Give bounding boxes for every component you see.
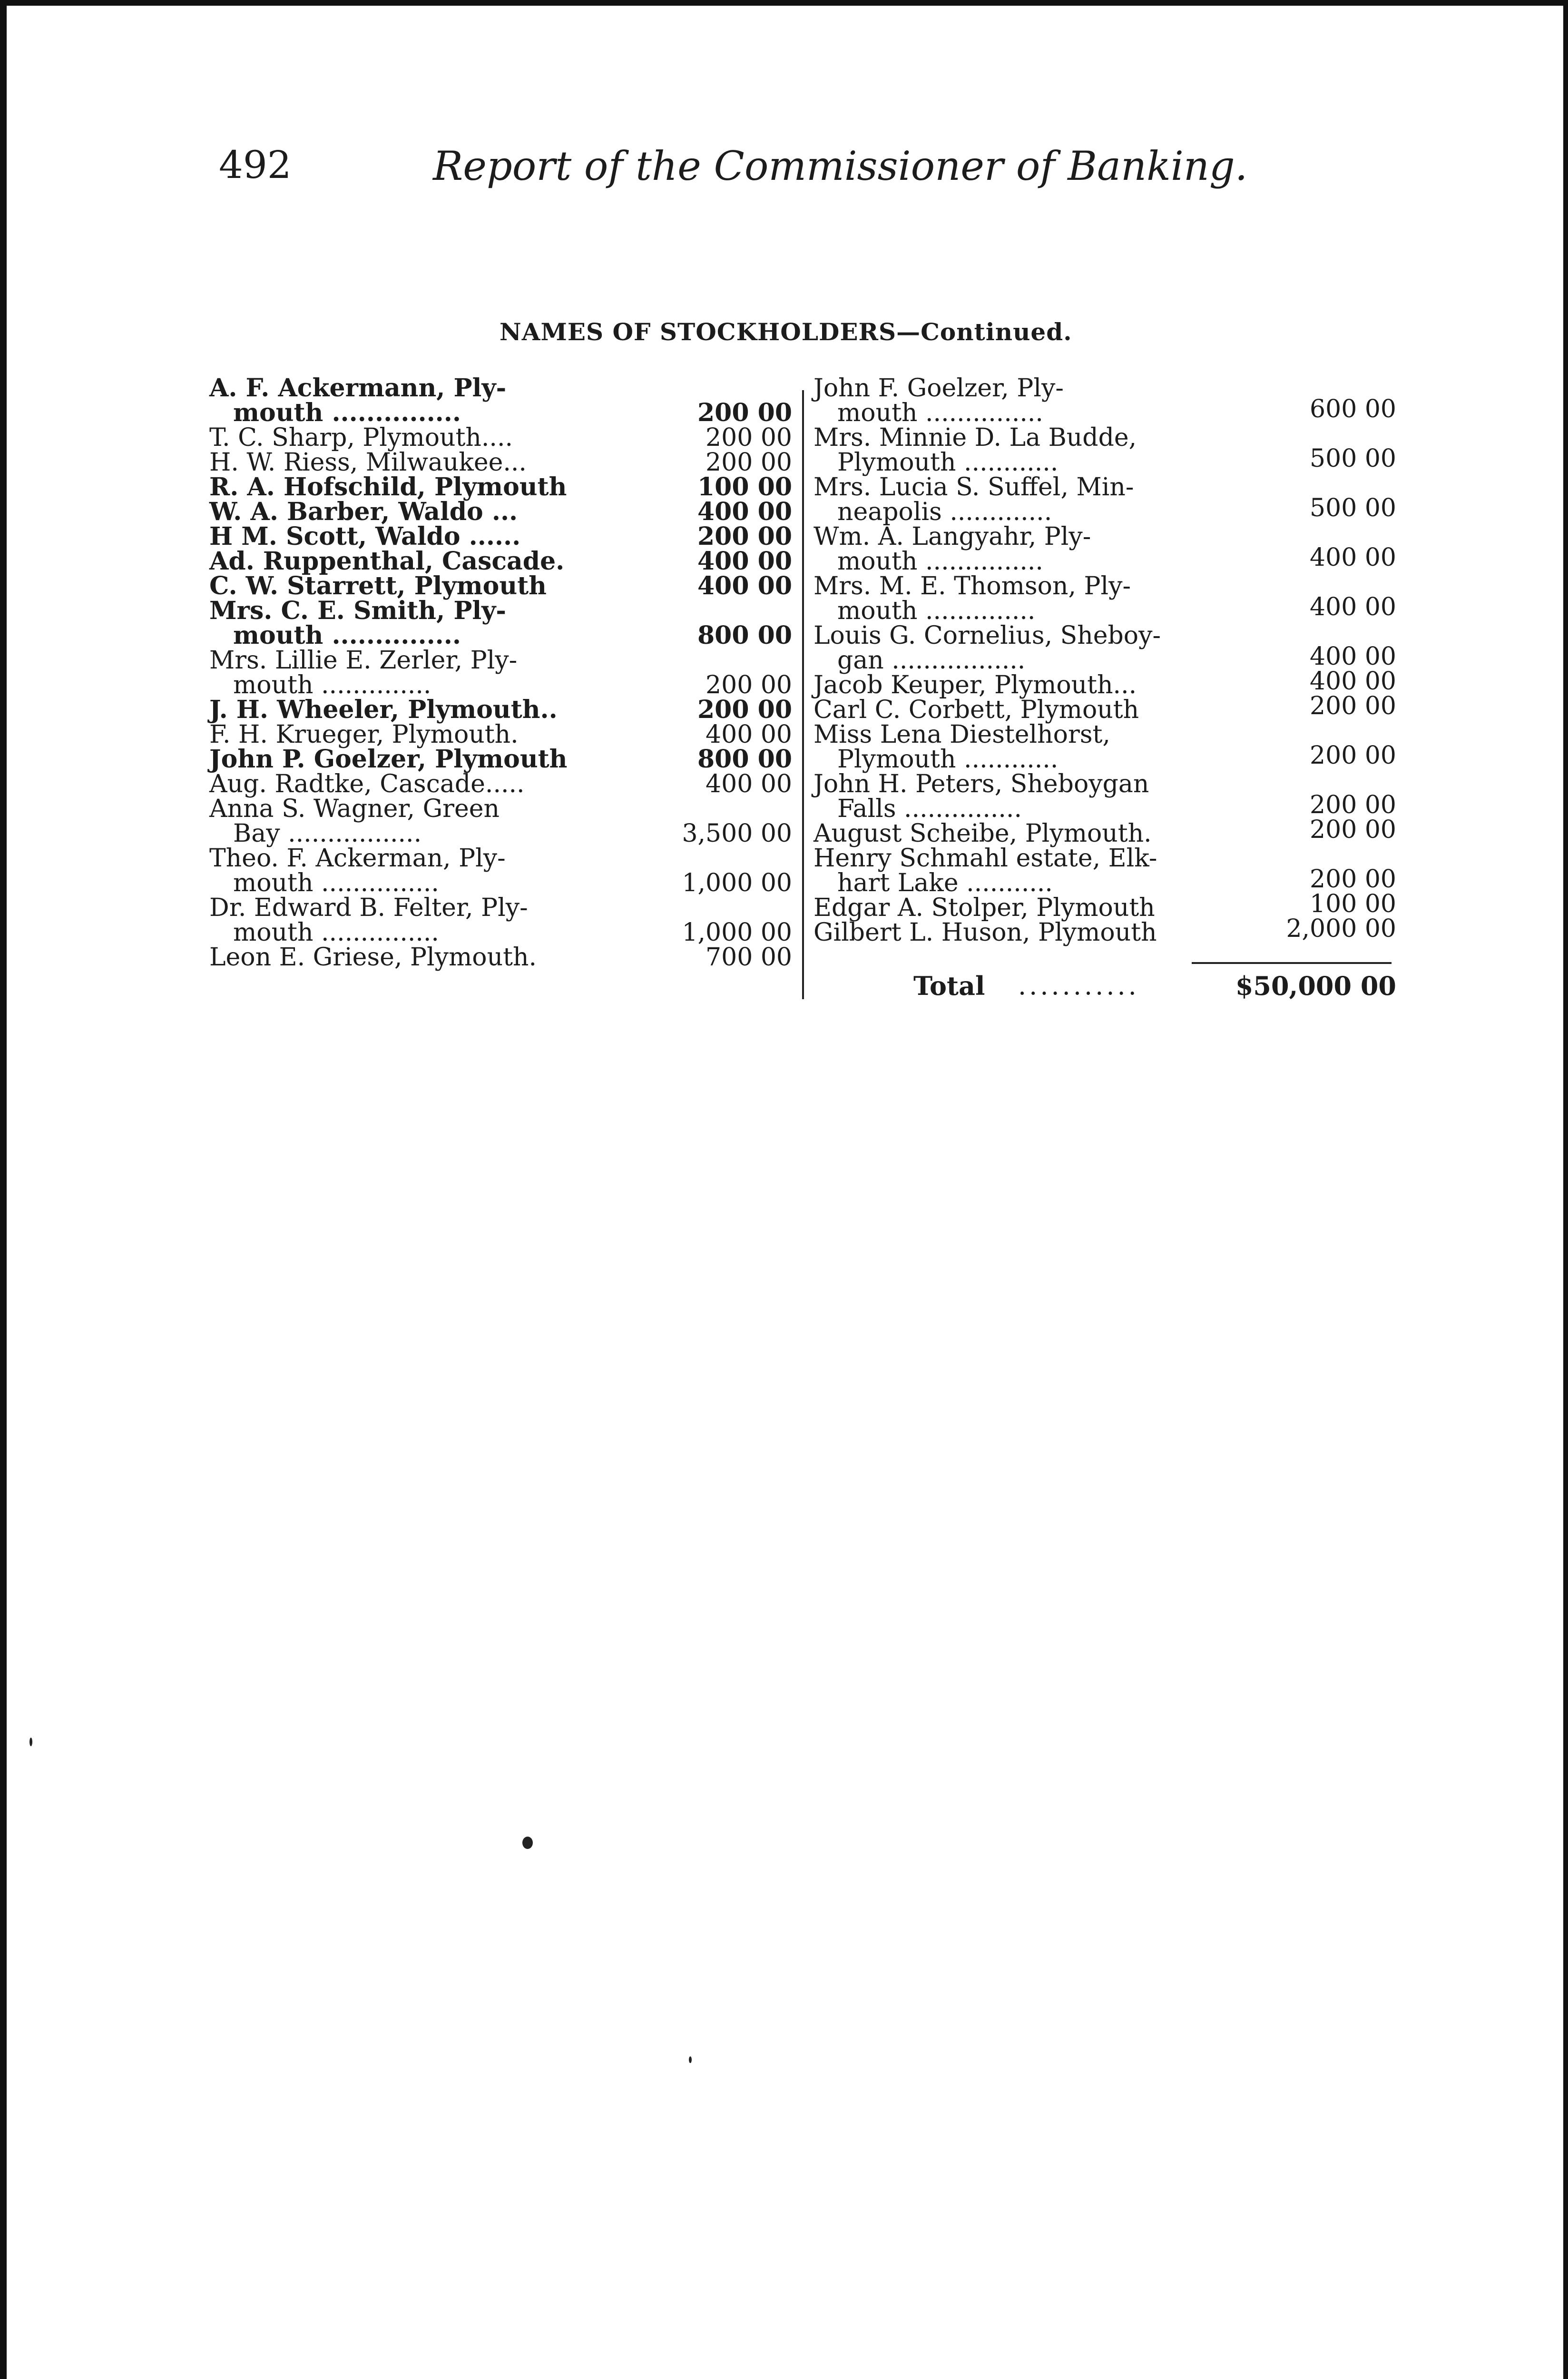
stockholder-name: H. W. Riess, Milwaukee... (209, 448, 527, 477)
stock-amount: 200 00 (1310, 791, 1396, 819)
column-divider (802, 390, 804, 999)
stock-amount: 800 00 (697, 745, 792, 774)
stock-amount: 600 00 (1310, 395, 1396, 423)
stockholder-name: Jacob Keuper, Plymouth... (813, 671, 1137, 699)
stock-amount: 2,000 00 (1286, 914, 1396, 943)
stockholder-name: Edgar A. Stolper, Plymouth (813, 894, 1155, 922)
scan-border-right (1563, 0, 1568, 2379)
stock-amount: 400 00 (697, 547, 792, 576)
stockholder-name-continuation: mouth ............... (233, 398, 461, 427)
print-speck (29, 1738, 32, 1746)
section-title: NAMES OF STOCKHOLDERS—Continued. (500, 318, 1072, 346)
stockholder-entry (209, 571, 792, 600)
stockholder-entry (813, 574, 1396, 623)
stock-amount: 200 00 (1310, 692, 1396, 720)
stock-amount: 3,500 00 (682, 819, 792, 848)
stockholder-name-continuation: Bay ................. (233, 819, 422, 848)
stock-amount: 400 00 (1310, 667, 1396, 696)
stock-amount: 200 00 (697, 695, 792, 724)
stock-amount: 200 00 (1310, 741, 1396, 770)
stockholder-name: Mrs. Lucia S. Suffel, Min- (813, 473, 1134, 501)
scan-border-left (0, 0, 7, 2379)
stockholder-entry (813, 524, 1396, 574)
stock-amount: 400 00 (697, 571, 792, 600)
stockholder-name: Wm. A. Langyahr, Ply- (813, 522, 1091, 551)
stock-amount: 500 00 (1310, 444, 1396, 473)
stockholder-entry (209, 648, 792, 698)
stock-amount: 400 00 (706, 770, 792, 798)
total-label: Total (913, 971, 985, 1001)
stockholder-entry (813, 475, 1396, 524)
stock-amount: 1,000 00 (682, 918, 792, 947)
stockholder-entry (209, 472, 792, 501)
stockholder-name-continuation: gan ................. (837, 646, 1026, 675)
running-title: Report of the Commissioner of Banking. (433, 143, 1248, 189)
stock-amount: 800 00 (697, 621, 792, 650)
stockholder-entry (209, 549, 792, 574)
stock-amount: 200 00 (1310, 865, 1396, 894)
stockholder-entry (813, 623, 1396, 673)
stockholder-entry (813, 722, 1396, 772)
stockholders-left-column (209, 376, 792, 970)
stockholder-name: Henry Schmahl estate, Elk- (813, 844, 1157, 873)
stockholder-entry (209, 425, 792, 450)
stock-amount: 200 00 (697, 522, 792, 551)
stockholder-name-continuation: mouth .............. (233, 671, 431, 699)
stockholder-name: Dr. Edward B. Felter, Ply- (209, 894, 528, 922)
stock-amount: 400 00 (706, 720, 792, 749)
stockholder-name-continuation: hart Lake ........... (837, 869, 1053, 897)
stockholder-entry (209, 450, 792, 475)
stockholder-name: C. W. Starrett, Plymouth (209, 571, 547, 600)
stockholder-entry (813, 692, 1396, 724)
stock-amount: 400 00 (1310, 543, 1396, 572)
stock-amount: 100 00 (1310, 890, 1396, 918)
stockholder-name: T. C. Sharp, Plymouth.... (209, 423, 513, 452)
stockholder-name-continuation: mouth ............... (233, 621, 461, 650)
stockholder-name-continuation: Plymouth ............ (837, 745, 1058, 774)
stockholder-name: Anna S. Wagner, Green (209, 795, 500, 823)
stockholder-name-continuation: Falls ............... (837, 795, 1022, 823)
stockholder-name-continuation: mouth ............... (233, 869, 439, 897)
stockholder-entry (209, 747, 792, 772)
stockholder-entry (209, 772, 792, 796)
stockholder-name-continuation: neapolis ............. (837, 498, 1052, 526)
stockholder-name: W. A. Barber, Waldo ... (209, 497, 518, 526)
stockholder-name-continuation: mouth ............... (837, 399, 1043, 427)
stock-amount: 200 00 (1310, 816, 1396, 844)
print-speck (689, 2056, 692, 2063)
stockholder-entry (209, 497, 792, 526)
stock-amount: 200 00 (706, 671, 792, 699)
stockholder-name-continuation: Plymouth ............ (837, 448, 1058, 477)
stock-amount: 200 00 (706, 423, 792, 452)
stockholder-name-continuation: mouth ............... (233, 918, 439, 947)
stock-amount: 1,000 00 (682, 869, 792, 897)
stockholder-entry (209, 596, 792, 650)
stockholder-entry (209, 796, 792, 846)
stockholder-entry (209, 722, 792, 747)
total-leader-dots: ........... (1018, 971, 1139, 1001)
stockholder-name: Ad. Ruppenthal, Cascade. (209, 547, 565, 576)
print-speck (522, 1837, 533, 1849)
stock-amount: 700 00 (706, 943, 792, 972)
stockholder-name: Leon E. Griese, Plymouth. (209, 943, 537, 972)
stockholder-name: John F. Goelzer, Ply- (813, 374, 1064, 403)
stockholder-name: Carl C. Corbett, Plymouth (813, 696, 1139, 724)
stockholder-name: A. F. Ackermann, Ply- (209, 374, 507, 403)
stockholder-name: John P. Goelzer, Plymouth (209, 745, 568, 774)
stockholder-name-continuation: mouth ............... (837, 547, 1043, 576)
stockholder-entry (209, 895, 792, 945)
stockholder-name: Louis G. Cornelius, Sheboy- (813, 621, 1161, 650)
total-rule (1192, 962, 1392, 964)
stockholder-name: Aug. Radtke, Cascade..... (209, 770, 525, 798)
stockholder-entry (813, 816, 1396, 848)
page-number: 492 (219, 143, 292, 187)
stock-amount: 400 00 (1310, 642, 1396, 671)
stockholder-entry (209, 846, 792, 895)
stockholders-right-column (813, 376, 1396, 945)
stockholder-name: Gilbert L. Huson, Plymouth (813, 918, 1157, 947)
total-amount: $50,000 00 (1235, 971, 1396, 1001)
stockholder-name: J. H. Wheeler, Plymouth.. (209, 695, 558, 724)
stockholder-name: Mrs. Minnie D. La Budde, (813, 423, 1137, 452)
stockholder-entry (813, 425, 1396, 475)
stockholder-entry (209, 376, 792, 425)
stockholder-name: Mrs. M. E. Thomson, Ply- (813, 572, 1131, 600)
stockholder-entry (813, 846, 1396, 895)
stockholder-entry (813, 376, 1396, 425)
stockholder-entry (209, 695, 792, 724)
stockholder-name: R. A. Hofschild, Plymouth (209, 472, 567, 501)
stockholder-entry (209, 945, 792, 970)
stockholder-name: Theo. F. Ackerman, Ply- (209, 844, 506, 873)
stockholder-name: H M. Scott, Waldo ...... (209, 522, 521, 551)
stockholder-name: Mrs. Lillie E. Zerler, Ply- (209, 646, 518, 675)
stock-amount: 400 00 (1310, 593, 1396, 621)
scan-border-top (0, 0, 1568, 6)
stock-amount: 400 00 (697, 497, 792, 526)
stockholder-name: F. H. Krueger, Plymouth. (209, 720, 519, 749)
stock-amount: 100 00 (697, 472, 792, 501)
stockholder-entry (813, 772, 1396, 821)
stockholder-name: August Scheibe, Plymouth. (813, 819, 1152, 848)
stockholder-entry (813, 914, 1396, 947)
stock-amount: 200 00 (706, 448, 792, 477)
stockholder-name: Mrs. C. E. Smith, Ply- (209, 596, 506, 625)
stockholder-name: Miss Lena Diestelhorst, (813, 720, 1110, 749)
stockholder-name: John H. Peters, Sheboygan (813, 770, 1149, 798)
stockholder-name-continuation: mouth .............. (837, 597, 1036, 625)
stockholder-entry (209, 524, 792, 549)
stock-amount: 200 00 (697, 398, 792, 427)
page-header (219, 143, 1248, 195)
stock-amount: 500 00 (1310, 494, 1396, 522)
